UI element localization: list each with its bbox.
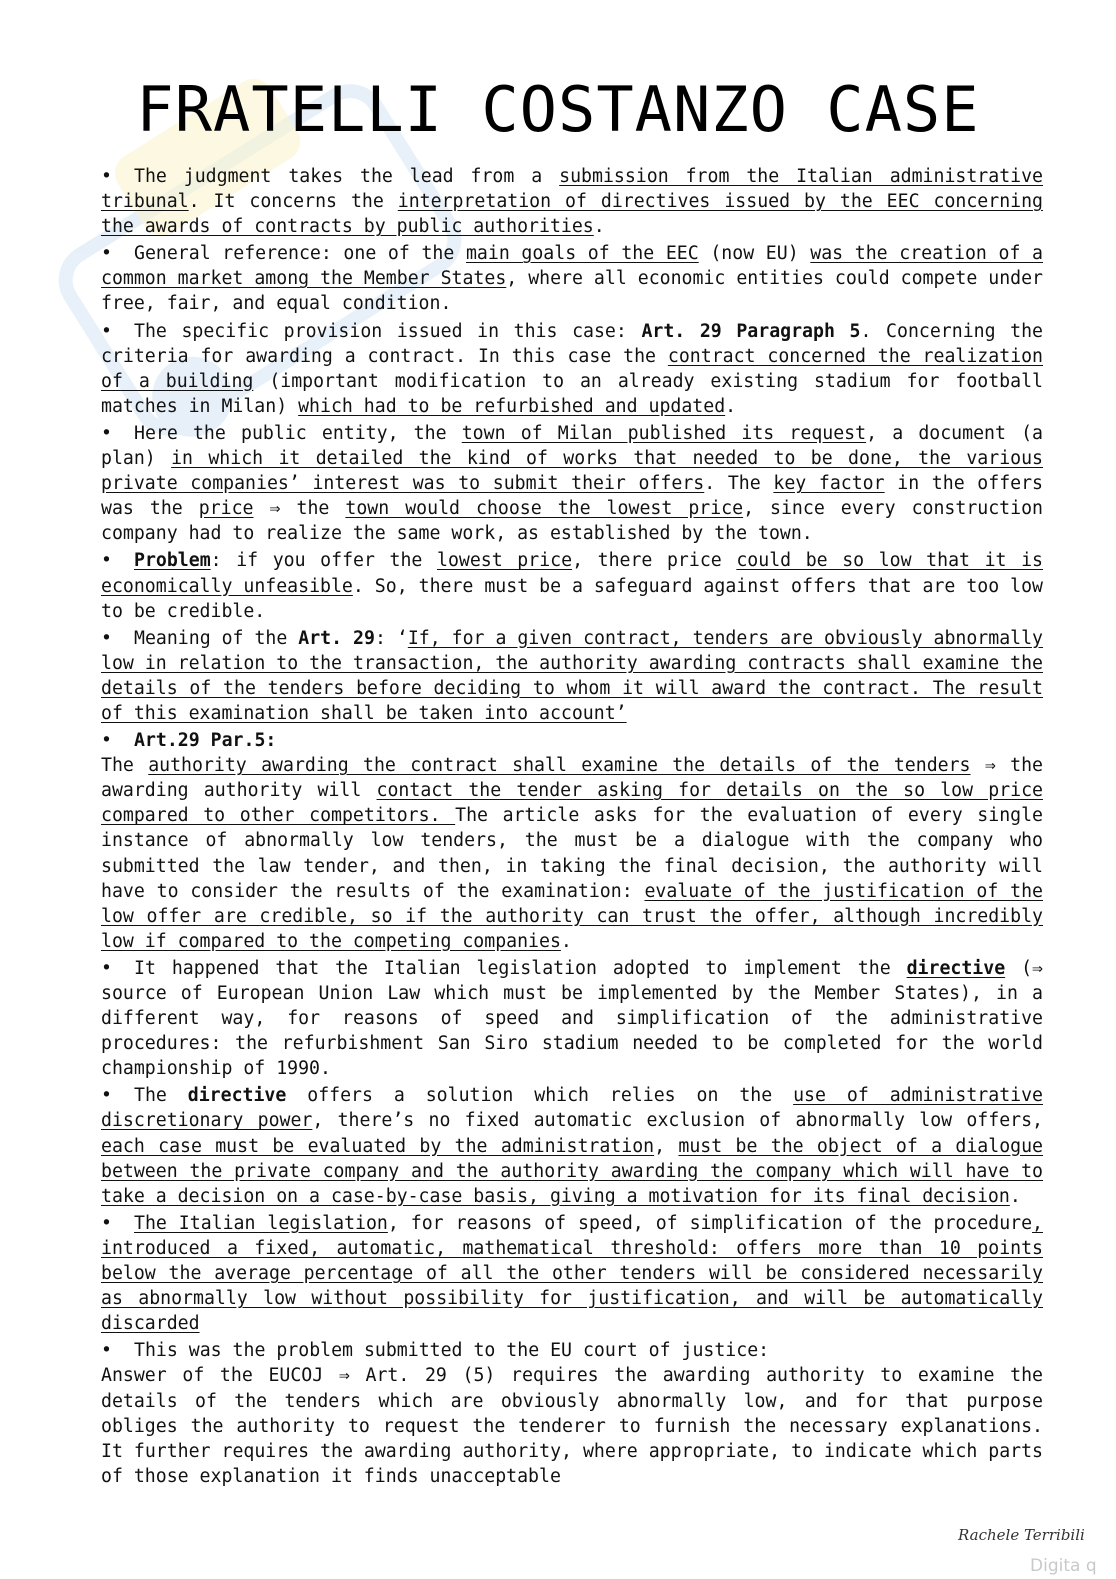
- text: . Concerning the criteria for awarding a contract. In this case the: [101, 320, 1044, 367]
- bold-text: Art. 29: [298, 627, 375, 649]
- paragraph-submission: [101, 164, 1043, 239]
- text: .: [593, 216, 605, 238]
- underlined-text: contact the tender asking for details on the so low price compared to other competitors.: [101, 780, 1044, 827]
- text: . So, there must be a safeguard against offers that are too low to be credible.: [101, 575, 1043, 622]
- text: The judgment takes the lead from a: [134, 166, 560, 187]
- text: the: [280, 498, 346, 520]
- underlined-text: must be the object of a dialogue between the private company and the authority awarding the company which will have to take a decision on a case-by-case basis, giving a motivation for its final decision: [101, 1135, 1044, 1207]
- arrow-icon: ⇒: [338, 1365, 350, 1387]
- paragraph-art29-par5-heading: [101, 728, 1043, 753]
- underlined-text: each case must be evaluated by the administration: [101, 1135, 655, 1157]
- paragraph-problem: [101, 548, 1043, 623]
- text: .: [1009, 1185, 1021, 1207]
- bold-text: Art. 29 Paragraph 5: [641, 320, 861, 342]
- text: . It concerns the: [188, 191, 398, 213]
- text: .: [560, 930, 572, 952]
- underlined-text: was the creation of a common market among the Member States: [101, 243, 1044, 290]
- underlined-text: If, for a given contract, tenders are obviously abnormally low in relation to the transaction, the authority awarding contracts shall examine the details of the tenders before deciding to whom it will award the contract. The result of this examination shall be taken into account’: [101, 627, 1044, 724]
- bold-text: directive: [187, 1085, 287, 1107]
- paragraph-italian-threshold: [101, 1211, 1043, 1336]
- bullet-icon: •: [101, 627, 112, 649]
- text: General reference: one of the: [134, 243, 466, 265]
- text: ,: [654, 1135, 679, 1157]
- bullet-icon: •: [101, 957, 112, 979]
- paragraph-general-reference: [101, 241, 1043, 316]
- bullet-icon: •: [101, 422, 112, 444]
- underlined-text: price: [198, 498, 254, 520]
- underlined-text: submission from the Italian administrative tribunal: [101, 166, 1043, 213]
- corner-watermark-text: Digita q: [1030, 1556, 1097, 1576]
- paragraph-art29-par5: [101, 753, 1043, 954]
- text: , there’s no fixed automatic exclusion of abnormally low offers,: [312, 1110, 1044, 1132]
- bullet-icon: •: [101, 243, 112, 265]
- text: The: [101, 755, 149, 777]
- text: : if you offer the: [210, 550, 437, 572]
- author-signature: Rachele Terribili: [958, 1526, 1085, 1544]
- text: . The: [704, 473, 774, 495]
- underlined-text: main goals of the EEC: [465, 243, 699, 265]
- text: , where all economic entities could compete under free, fair, and equal condition.: [101, 268, 1043, 315]
- text: The: [134, 1085, 188, 1107]
- bullet-icon: •: [101, 1340, 112, 1362]
- bullet-icon: •: [101, 1085, 112, 1107]
- text: The article asks for the evaluation of every single instance of abnormally low tenders, the must be a dialogue with the company who submitted the law tender, and then, in taking the final decision, the authority will have to consider the results of the examination:: [101, 805, 1043, 902]
- text: : ‘: [374, 627, 408, 649]
- paragraph-italian-legislation: [101, 956, 1043, 1081]
- text: (: [1005, 957, 1033, 979]
- underlined-text: authority awarding the contract shall examine the details of the tenders: [148, 755, 971, 777]
- document-body: [101, 164, 1043, 1491]
- text: , for reasons of speed, of simplification of the procedure: [387, 1212, 1033, 1234]
- underlined-text: town of Milan published its request: [461, 422, 867, 444]
- text: Answer of the EUCOJ: [101, 1365, 324, 1387]
- underlined-text: interpretation of directives issued by the EEC concerning the awards of contracts by public authorities: [101, 191, 1043, 238]
- underlined-text: evaluate of the justification of the low offer are credible, so if the authority can trust the offer, although incredibly low if compared to the competing companies: [101, 880, 1043, 952]
- paragraph-eu-court: [101, 1338, 1043, 1363]
- underlined-text: key factor: [773, 473, 885, 495]
- paragraph-directive-solution: [101, 1083, 1043, 1208]
- page-title: FRATELLI COSTANZO CASE: [136, 73, 980, 146]
- text: This was the problem submitted to the EU court of justice:: [134, 1340, 770, 1362]
- text: in the offers was the: [101, 473, 1044, 520]
- text: , since every construction company had to realize the same work, as established by the town.: [101, 498, 1043, 545]
- arrow-icon: ⇒: [1032, 957, 1043, 979]
- bold-text: Art.29 Par.5:: [134, 730, 277, 752]
- text: (important modification to an already existing stadium for football matches in Milan): [101, 370, 1043, 417]
- underlined-text: could be so low that it is economically unfeasible: [101, 550, 1043, 597]
- text: The specific provision issued in this case:: [134, 320, 642, 342]
- underlined-text: lowest price: [437, 550, 573, 572]
- underlined-text: contract concerned the realization of a building: [101, 345, 1043, 392]
- text: .: [725, 395, 737, 417]
- underlined-text: use of administrative discretionary power: [101, 1085, 1043, 1132]
- text: , there price: [572, 550, 737, 572]
- paragraph-specific-provision: [101, 319, 1043, 419]
- bullet-icon: •: [101, 730, 112, 752]
- underlined-text: The Italian legislation: [134, 1212, 388, 1234]
- text: Meaning of the: [134, 627, 299, 649]
- underlined-text: , introduced a fixed, automatic, mathematical threshold: offers more than 10 points below the average percentage of all the other tenders will be considered necessarily as abnormally low without possibility for justification, and will be automatically discarded: [101, 1212, 1043, 1335]
- bullet-icon: •: [101, 1212, 112, 1234]
- text: Art. 29 (5) requires the awarding authority to examine the details of the tenders which are obviously abnormally low, and for that purpose obliges the authority to request the tenderer to furnish the necessary explanations. It further requires the awarding authority, where appropriate, to indicate which parts of those explanation it finds unacceptable: [101, 1365, 1044, 1487]
- paragraph-public-entity: [101, 421, 1043, 546]
- arrow-icon: ⇒: [269, 498, 281, 520]
- arrow-icon: ⇒: [984, 755, 996, 777]
- bullet-icon: •: [101, 320, 112, 342]
- underlined-text: in which it detailed the kind of works that needed to be done, the various private companies’ interest was to submit their offers: [101, 448, 1043, 495]
- text: offers a solution which relies on the: [286, 1085, 794, 1107]
- text: source of European Union Law which must be implemented by the Member States), in a different way, for reasons of speed and simplification of the administrative procedures: the refurbishment San Siro stadium needed to be completed for the world championship of 1990.: [101, 983, 1043, 1080]
- bullet-icon: •: [101, 166, 112, 187]
- paragraph-eucoj-answer: [101, 1363, 1043, 1488]
- text: (now EU): [698, 243, 811, 265]
- underlined-text: town would choose the lowest price: [345, 498, 744, 520]
- bold-underlined-text: Problem: [134, 550, 211, 572]
- text: Here the public entity, the: [134, 422, 462, 444]
- underlined-text: which had to be refurbished and updated: [298, 395, 726, 417]
- text: It happened that the Italian legislation adopted to implement the: [134, 957, 907, 979]
- text: , a document (a plan): [101, 422, 1043, 470]
- paragraph-meaning-art29: [101, 626, 1043, 726]
- bullet-icon: •: [101, 550, 112, 572]
- bold-underlined-text: directive: [906, 957, 1006, 979]
- text: the awarding authority will: [101, 755, 1043, 802]
